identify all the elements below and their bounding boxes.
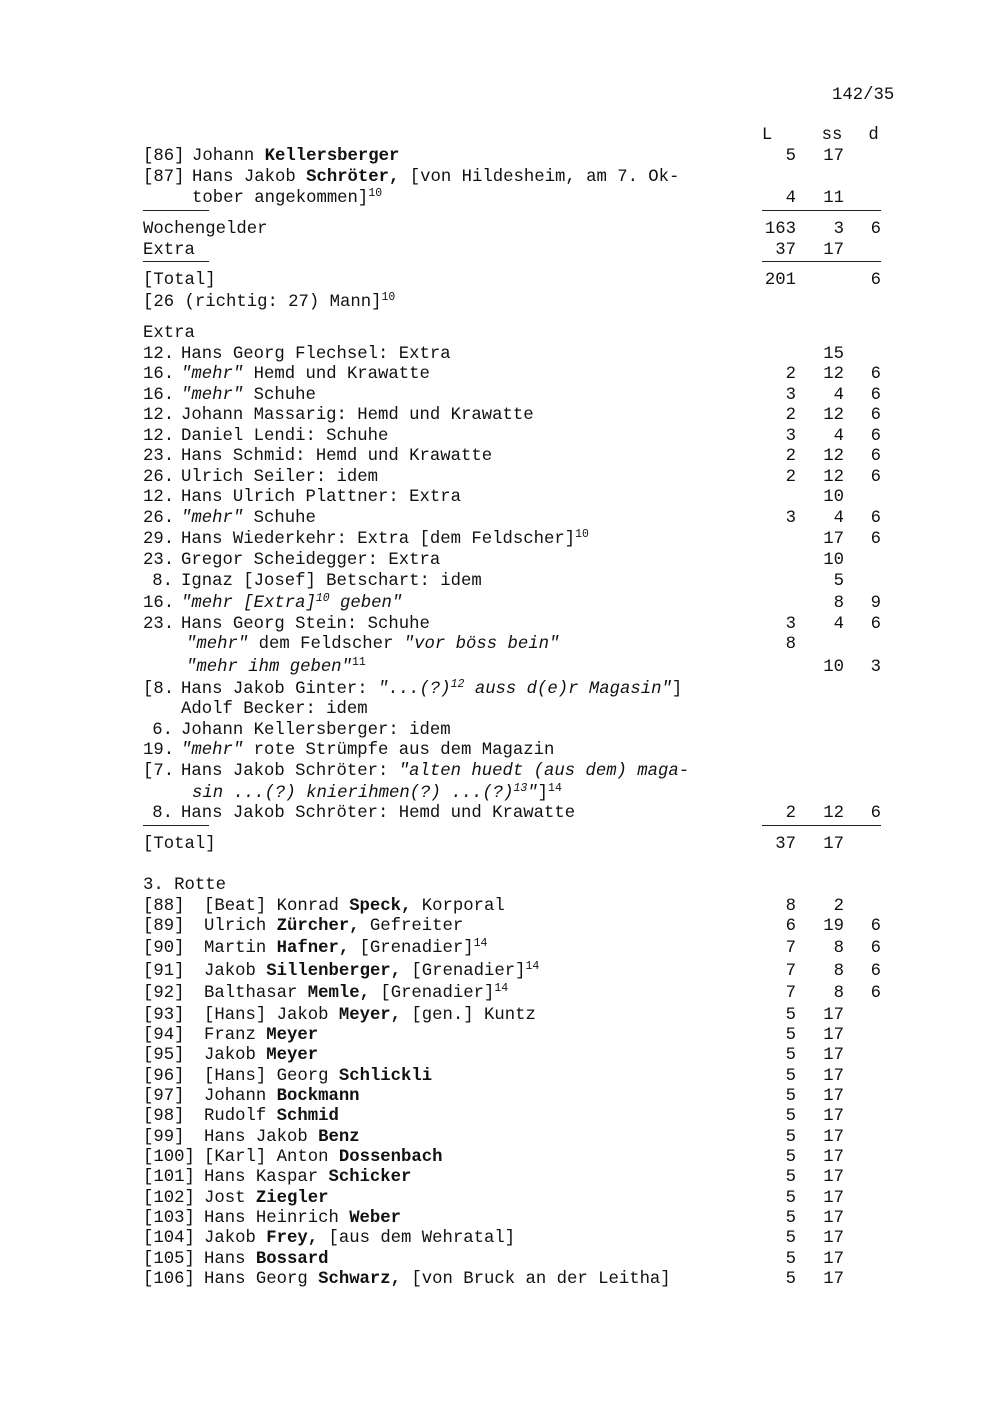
amount-ss: 17 xyxy=(823,1087,844,1106)
day: 8. xyxy=(152,804,173,823)
amount-l: 5 xyxy=(785,1087,796,1106)
extra-row xyxy=(0,699,1000,720)
amount-l: 201 xyxy=(764,271,796,290)
total-label: [Total] xyxy=(143,271,216,290)
roster-row xyxy=(0,1147,1000,1168)
roster-row xyxy=(0,1269,1000,1290)
amount-l: 163 xyxy=(764,220,796,239)
extra-row xyxy=(0,593,1000,614)
extra-text: Hans Wiederkehr: Extra [dem Feldscher]$^{10}$ xyxy=(181,528,589,549)
amount-ss: 17 xyxy=(823,1006,844,1025)
extra-text: Johann Kellersberger: idem xyxy=(181,721,451,740)
day: 23. xyxy=(143,551,175,570)
extra-row xyxy=(0,550,1000,571)
footnote-ref: 14 xyxy=(548,782,562,795)
extra-row xyxy=(0,364,1000,385)
amount-ss: 10 xyxy=(823,658,844,677)
amount-l: 5 xyxy=(785,147,796,166)
amount-ss: 17 xyxy=(823,1046,844,1065)
column-ss: ss xyxy=(821,126,843,145)
column-l: L xyxy=(761,126,773,145)
amount-d: 6 xyxy=(870,615,881,634)
total-row xyxy=(0,270,1000,291)
subtotal-label: Wochengelder xyxy=(143,220,268,239)
day: 8. xyxy=(152,572,173,591)
extra-text: Daniel Lendi: Schuhe xyxy=(181,427,389,446)
amount-d: 6 xyxy=(870,468,881,487)
extra-row xyxy=(0,720,1000,741)
entry-index: [92] xyxy=(143,984,185,1003)
amount-d: 3 xyxy=(870,658,881,677)
amount-l: 3 xyxy=(785,427,796,446)
extra-row xyxy=(0,571,1000,592)
entry-name: Martin Hafner, [Grenadier]$^{14}$ xyxy=(204,937,488,958)
entry-name: Johann Kellersberger xyxy=(192,147,400,166)
amount-ss: 8 xyxy=(833,984,844,1003)
amount-d: 6 xyxy=(870,220,881,239)
entry-name: Ulrich Zürcher, Gefreiter xyxy=(204,917,464,936)
roster-row xyxy=(0,1127,1000,1148)
entry-index: [94] xyxy=(143,1026,185,1045)
entry-index: [100] xyxy=(143,1148,195,1167)
entry-name: Hans Kaspar Schicker xyxy=(204,1168,412,1187)
total-row xyxy=(0,834,1000,855)
entry-index: [91] xyxy=(143,962,185,981)
entry-name: Jakob Frey, [aus dem Wehratal] xyxy=(204,1229,516,1248)
day: 12. xyxy=(143,345,175,364)
amount-ss: 4 xyxy=(833,386,844,405)
entry-index: [105] xyxy=(143,1250,195,1269)
amount-d: 6 xyxy=(870,804,881,823)
extra-text: "mehr" rote Strümpfe aus dem Magazin xyxy=(181,741,555,760)
footnote-ref: 13 xyxy=(513,782,528,795)
entry-name: Hans Jakob Schröter, [von Hildesheim, am 7. Ok- xyxy=(192,168,680,187)
amount-ss: 17 xyxy=(823,1148,844,1167)
amount-ss: 17 xyxy=(823,1107,844,1126)
amount-ss: 17 xyxy=(823,241,844,260)
extra-text: "mehr" Hemd und Krawatte xyxy=(181,365,430,384)
entry-name: Hans Jakob Benz xyxy=(204,1128,360,1147)
amount-ss: 17 xyxy=(823,1250,844,1269)
amount-d: 6 xyxy=(870,447,881,466)
amount-d: 6 xyxy=(870,271,881,290)
extra-row xyxy=(0,446,1000,467)
amount-l: 3 xyxy=(785,386,796,405)
entry-index: [89] xyxy=(143,917,185,936)
extra-text: "mehr [Extra]$^{10}$ geben" xyxy=(181,592,403,613)
extra-row xyxy=(0,487,1000,508)
entry-name: [Hans] Jakob Meyer, [gen.] Kuntz xyxy=(204,1006,536,1025)
entry-text: tober angekommen]$^{10}$ xyxy=(192,187,383,208)
extra-text: Adolf Becker: idem xyxy=(181,700,368,719)
amount-l: 8 xyxy=(785,635,796,654)
extra-row xyxy=(0,529,1000,550)
extra-row xyxy=(0,405,1000,426)
subtotal-row xyxy=(0,240,1000,261)
entry-index: [101] xyxy=(143,1168,195,1187)
entry-name: Franz Meyer xyxy=(204,1026,319,1045)
footnote-ref: 10 xyxy=(315,592,330,605)
entry-index: [86] xyxy=(143,147,185,166)
amount-l: 5 xyxy=(785,1229,796,1248)
amount-ss: 8 xyxy=(833,939,844,958)
day: [8. xyxy=(143,680,175,699)
amount-ss: 3 xyxy=(833,220,844,239)
amount-l: 37 xyxy=(775,241,796,260)
day: 26. xyxy=(143,509,175,528)
note-text: [26 (richtig: 27) Mann]$^{10}$ xyxy=(143,291,396,312)
day: 23. xyxy=(143,615,175,634)
amount-l: 6 xyxy=(785,917,796,936)
footnote-ref: 12 xyxy=(450,678,465,691)
extra-text: "mehr" Schuhe xyxy=(181,509,316,528)
entry-name: Balthasar Memle, [Grenadier]$^{14}$ xyxy=(204,982,509,1003)
amount-l: 2 xyxy=(785,365,796,384)
entry-name: [Beat] Konrad Speck, Korporal xyxy=(204,897,505,916)
amount-l: 5 xyxy=(785,1067,796,1086)
day: 6. xyxy=(152,721,173,740)
sum-divider xyxy=(762,210,881,211)
amount-ss: 17 xyxy=(823,835,844,854)
extra-text: sin ...(?) knierihmen(?) ...(?)$^{13}$"]$^{14}$ xyxy=(192,782,562,803)
subtotal-label: Extra xyxy=(143,241,195,260)
amount-ss: 17 xyxy=(823,530,844,549)
footnote-ref: 14 xyxy=(494,982,509,995)
amount-ss: 8 xyxy=(833,962,844,981)
entry-index: [95] xyxy=(143,1046,185,1065)
day: 12. xyxy=(143,488,175,507)
amount-d: 6 xyxy=(870,984,881,1003)
entry-name: Hans Heinrich Weber xyxy=(204,1209,402,1228)
extra-row xyxy=(0,634,1000,655)
entry-name: Jakob Sillenberger, [Grenadier]$^{14}$ xyxy=(204,960,540,981)
amount-d: 6 xyxy=(870,530,881,549)
divider xyxy=(143,261,209,262)
extra-text: Hans Jakob Schröter: Hemd und Krawatte xyxy=(181,804,576,823)
entry-index: [96] xyxy=(143,1067,185,1086)
entry-index: [103] xyxy=(143,1209,195,1228)
amount-ss: 17 xyxy=(823,1189,844,1208)
footnote-ref: 14 xyxy=(525,960,540,973)
amount-d: 6 xyxy=(870,939,881,958)
amount-ss: 17 xyxy=(823,1229,844,1248)
amount-d: 6 xyxy=(870,917,881,936)
amount-l: 2 xyxy=(785,804,796,823)
amount-l: 5 xyxy=(785,1148,796,1167)
amount-ss: 17 xyxy=(823,1067,844,1086)
extra-row xyxy=(0,803,1000,824)
amount-ss: 17 xyxy=(823,1209,844,1228)
entry-name: Jost Ziegler xyxy=(204,1189,329,1208)
extra-text: Hans Ulrich Plattner: Extra xyxy=(181,488,462,507)
amount-l: 5 xyxy=(785,1128,796,1147)
amount-d: 6 xyxy=(870,427,881,446)
entry-name: [Hans] Georg Schlickli xyxy=(204,1067,433,1086)
extra-row xyxy=(0,679,1000,700)
entry-index: [102] xyxy=(143,1189,195,1208)
entry-name: Hans Bossard xyxy=(204,1250,329,1269)
entry-name: Hans Georg Schwarz, [von Bruck an der Leitha] xyxy=(204,1270,671,1289)
amount-l: 2 xyxy=(785,468,796,487)
amount-ss: 19 xyxy=(823,917,844,936)
extra-row xyxy=(0,761,1000,782)
amount-d: 6 xyxy=(870,365,881,384)
amount-l: 7 xyxy=(785,962,796,981)
amount-ss: 8 xyxy=(833,594,844,613)
roster-row xyxy=(0,1167,1000,1188)
amount-d: 9 xyxy=(870,594,881,613)
day: 23. xyxy=(143,447,175,466)
entry-row-continued xyxy=(0,188,1000,209)
roster-row xyxy=(0,1005,1000,1026)
footnote-ref: 10 xyxy=(381,291,396,304)
amount-ss: 15 xyxy=(823,345,844,364)
roster-row xyxy=(0,1106,1000,1127)
entry-name: Johann Bockmann xyxy=(204,1087,360,1106)
roster-row xyxy=(0,1228,1000,1249)
roster-row xyxy=(0,961,1000,982)
note-row xyxy=(0,292,1000,313)
day: 16. xyxy=(143,365,175,384)
amount-ss: 2 xyxy=(833,897,844,916)
extra-row xyxy=(0,657,1000,678)
roster-row xyxy=(0,1086,1000,1107)
amount-l: 7 xyxy=(785,984,796,1003)
divider xyxy=(143,210,209,211)
roster-row xyxy=(0,938,1000,959)
day: 12. xyxy=(143,406,175,425)
amount-ss: 17 xyxy=(823,1270,844,1289)
entry-row xyxy=(0,167,1000,188)
amount-ss: 17 xyxy=(823,147,844,166)
amount-l: 37 xyxy=(775,835,796,854)
extra-row xyxy=(0,467,1000,488)
extra-text: "mehr ihm geben"$^{11}$ xyxy=(186,656,366,677)
entry-name: Jakob Meyer xyxy=(204,1046,319,1065)
amount-ss: 10 xyxy=(823,551,844,570)
day: [7. xyxy=(143,762,175,781)
amount-l: 5 xyxy=(785,1046,796,1065)
amount-ss: 12 xyxy=(823,468,844,487)
amount-ss: 5 xyxy=(833,572,844,591)
amount-ss: 11 xyxy=(823,189,844,208)
entry-index: [87] xyxy=(143,168,185,187)
amount-d: 6 xyxy=(870,406,881,425)
divider xyxy=(143,825,209,826)
extra-text: Hans Jakob Schröter: "alten huedt (aus dem) maga- xyxy=(181,762,690,781)
entry-index: [93] xyxy=(143,1006,185,1025)
amount-l: 4 xyxy=(785,189,796,208)
roster-row xyxy=(0,1025,1000,1046)
extra-row xyxy=(0,344,1000,365)
entry-name: Rudolf Schmid xyxy=(204,1107,339,1126)
subtotal-row xyxy=(0,219,1000,240)
amount-ss: 4 xyxy=(833,427,844,446)
footnote-ref: 10 xyxy=(575,528,589,541)
extra-row xyxy=(0,426,1000,447)
extra-text: Gregor Scheidegger: Extra xyxy=(181,551,441,570)
sum-divider xyxy=(762,261,881,262)
amount-ss: 17 xyxy=(823,1168,844,1187)
extra-text: Ignaz [Josef] Betschart: idem xyxy=(181,572,482,591)
extra-row xyxy=(0,508,1000,529)
footnote-ref: 11 xyxy=(351,656,366,669)
extra-text: Hans Georg Stein: Schuhe xyxy=(181,615,430,634)
day: 12. xyxy=(143,427,175,446)
amount-ss: 17 xyxy=(823,1026,844,1045)
roster-row xyxy=(0,1249,1000,1270)
extra-row xyxy=(0,783,1000,804)
amount-d: 6 xyxy=(870,386,881,405)
amount-l: 5 xyxy=(785,1006,796,1025)
amount-d: 6 xyxy=(870,962,881,981)
day: 26. xyxy=(143,468,175,487)
entry-index: [90] xyxy=(143,939,185,958)
day: 19. xyxy=(143,741,175,760)
section-heading: Extra xyxy=(143,324,195,343)
extra-text: "mehr" Schuhe xyxy=(181,386,316,405)
amount-l: 2 xyxy=(785,447,796,466)
amount-ss: 10 xyxy=(823,488,844,507)
footnote-ref: 14 xyxy=(473,937,488,950)
amount-ss: 12 xyxy=(823,406,844,425)
section-heading: 3. Rotte xyxy=(143,876,226,895)
entry-row xyxy=(0,146,1000,167)
amount-l: 3 xyxy=(785,509,796,528)
page-number: 142/35 xyxy=(832,86,895,105)
amount-ss: 4 xyxy=(833,509,844,528)
column-headings xyxy=(0,125,1000,146)
roster-row xyxy=(0,1188,1000,1209)
amount-l: 5 xyxy=(785,1189,796,1208)
amount-l: 5 xyxy=(785,1168,796,1187)
day: 16. xyxy=(143,386,175,405)
roster-row xyxy=(0,916,1000,937)
amount-l: 5 xyxy=(785,1270,796,1289)
roster-row xyxy=(0,896,1000,917)
extra-text: "mehr" dem Feldscher "vor böss bein" xyxy=(186,635,560,654)
roster-row xyxy=(0,983,1000,1004)
amount-ss: 12 xyxy=(823,447,844,466)
amount-ss: 12 xyxy=(823,365,844,384)
amount-l: 5 xyxy=(785,1026,796,1045)
amount-ss: 17 xyxy=(823,1128,844,1147)
roster-row xyxy=(0,1045,1000,1066)
extra-row xyxy=(0,385,1000,406)
entry-index: [106] xyxy=(143,1270,195,1289)
sum-divider xyxy=(762,825,881,826)
amount-l: 8 xyxy=(785,897,796,916)
amount-l: 5 xyxy=(785,1250,796,1269)
extra-text: Hans Schmid: Hemd und Krawatte xyxy=(181,447,493,466)
amount-l: 7 xyxy=(785,939,796,958)
column-d: d xyxy=(868,126,879,145)
extra-text: Ulrich Seiler: idem xyxy=(181,468,379,487)
day: 16. xyxy=(143,594,175,613)
roster-row xyxy=(0,1208,1000,1229)
day: 29. xyxy=(143,530,175,549)
footnote-ref: 10 xyxy=(368,187,383,200)
extra-text: Hans Jakob Ginter: "...(?)$^{12}$ auss d(e)r Magasin"] xyxy=(181,678,683,699)
amount-d: 6 xyxy=(870,509,881,528)
amount-ss: 12 xyxy=(823,804,844,823)
extra-row xyxy=(0,614,1000,635)
extra-text: Johann Massarig: Hemd und Krawatte xyxy=(181,406,534,425)
amount-l: 2 xyxy=(785,406,796,425)
entry-index: [104] xyxy=(143,1229,195,1248)
amount-l: 5 xyxy=(785,1107,796,1126)
extra-text: Hans Georg Flechsel: Extra xyxy=(181,345,451,364)
roster-row xyxy=(0,1066,1000,1087)
entry-index: [97] xyxy=(143,1087,185,1106)
total-label: [Total] xyxy=(143,835,216,854)
entry-index: [98] xyxy=(143,1107,185,1126)
entry-index: [99] xyxy=(143,1128,185,1147)
entry-index: [88] xyxy=(143,897,185,916)
entry-name: [Karl] Anton Dossenbach xyxy=(204,1148,443,1167)
amount-l: 3 xyxy=(785,615,796,634)
amount-ss: 4 xyxy=(833,615,844,634)
extra-row xyxy=(0,740,1000,761)
amount-l: 5 xyxy=(785,1209,796,1228)
